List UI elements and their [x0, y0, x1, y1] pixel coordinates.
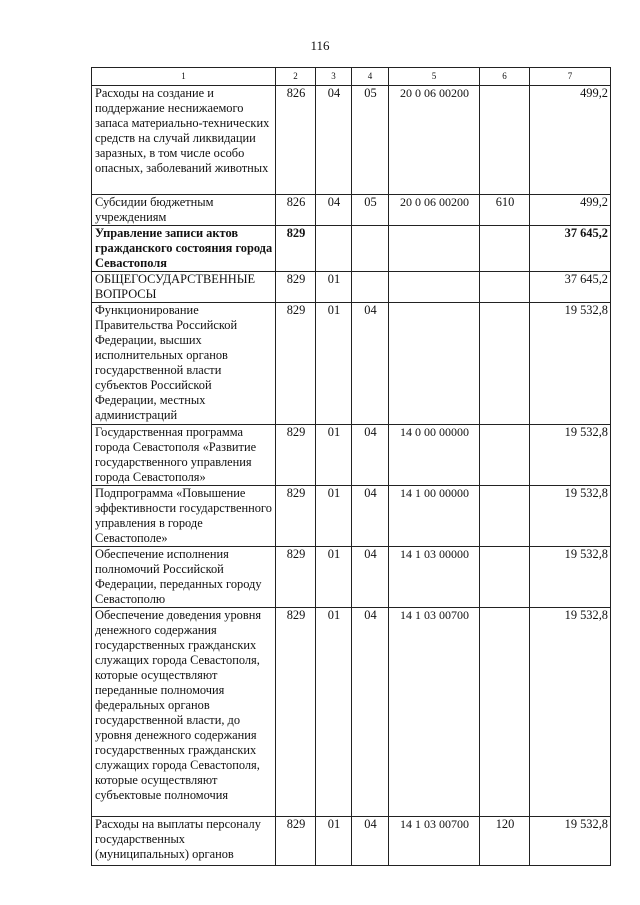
target-article-code-cell: 14 1 03 00700: [389, 608, 480, 817]
header-cell: 3: [316, 68, 352, 86]
expense-type-code-cell: [480, 486, 530, 547]
target-article-code-cell: 14 1 03 00000: [389, 547, 480, 608]
page-number: 116: [310, 38, 330, 53]
target-article-code-cell: 14 1 03 00700: [389, 817, 480, 866]
department-code-cell: 829: [276, 425, 316, 486]
section-code-cell: 04: [316, 86, 352, 195]
section-code-cell: 04: [316, 195, 352, 226]
table-row: [92, 272, 611, 303]
item-name-cell: Управление записи актов гражданского состояния города Севастополя: [92, 226, 276, 272]
amount-cell: 19 532,8: [530, 547, 611, 608]
item-name-cell: Субсидии бюджетным учреждениям: [92, 195, 276, 226]
amount-cell: 37 645,2: [530, 272, 611, 303]
item-name-cell: Функционирование Правительства Российской Федерации, высших исполнительных органов государственной власти субъектов Российской Федерации, местных администраций: [92, 303, 276, 425]
table-header-row: [92, 68, 611, 86]
table-row: [92, 226, 611, 272]
subsection-code-cell: [352, 226, 389, 272]
table-row: [92, 303, 611, 425]
expense-type-code-cell: [480, 86, 530, 195]
section-code-cell: 01: [316, 608, 352, 817]
item-name-cell: Обеспечение доведения уровня денежного содержания государственных гражданских служащих города Севастополя, которые осуществляют переданные полномочия федеральных органов государственной власти, до уровня денежного содержания государственных гражданских служащих города Севастополя, которые осуществляют субъектовые полномочия: [92, 608, 276, 817]
department-code-cell: 829: [276, 608, 316, 817]
target-article-code-cell: [389, 226, 480, 272]
budget-table: [91, 67, 611, 866]
amount-cell: 19 532,8: [530, 425, 611, 486]
target-article-code-cell: 14 0 00 00000: [389, 425, 480, 486]
header-cell: 7: [530, 68, 611, 86]
amount-cell: 19 532,8: [530, 608, 611, 817]
subsection-code-cell: 04: [352, 547, 389, 608]
amount-cell: 19 532,8: [530, 486, 611, 547]
item-name-cell: Обеспечение исполнения полномочий Российской Федерации, переданных городу Севастополю: [92, 547, 276, 608]
target-article-code-cell: [389, 272, 480, 303]
section-code-cell: 01: [316, 547, 352, 608]
header-cell: 4: [352, 68, 389, 86]
department-code-cell: 829: [276, 486, 316, 547]
department-code-cell: 829: [276, 303, 316, 425]
table-row: [92, 817, 611, 866]
expense-type-code-cell: [480, 272, 530, 303]
section-code-cell: 01: [316, 486, 352, 547]
subsection-code-cell: 04: [352, 608, 389, 817]
subsection-code-cell: 04: [352, 486, 389, 547]
subsection-code-cell: 04: [352, 817, 389, 866]
target-article-code-cell: [389, 303, 480, 425]
subsection-code-cell: 04: [352, 425, 389, 486]
subsection-code-cell: [352, 272, 389, 303]
subsection-code-cell: 04: [352, 303, 389, 425]
item-name-cell: Подпрограмма «Повышение эффективности государственного управления в городе Севастополе»: [92, 486, 276, 547]
amount-cell: 499,2: [530, 195, 611, 226]
header-cell: 2: [276, 68, 316, 86]
table-row: [92, 195, 611, 226]
item-name-cell: Расходы на выплаты персоналу государственных (муниципальных) органов: [92, 817, 276, 866]
department-code-cell: 829: [276, 226, 316, 272]
section-code-cell: 01: [316, 303, 352, 425]
table-row: [92, 486, 611, 547]
header-cell: 1: [92, 68, 276, 86]
expense-type-code-cell: [480, 547, 530, 608]
amount-cell: 19 532,8: [530, 817, 611, 866]
table-row: [92, 608, 611, 817]
department-code-cell: 829: [276, 547, 316, 608]
department-code-cell: 829: [276, 272, 316, 303]
section-code-cell: 01: [316, 425, 352, 486]
expense-type-code-cell: [480, 226, 530, 272]
expense-type-code-cell: [480, 425, 530, 486]
department-code-cell: 826: [276, 86, 316, 195]
item-name-cell: ОБЩЕГОСУДАРСТВЕННЫЕ ВОПРОСЫ: [92, 272, 276, 303]
table-body: [92, 68, 611, 866]
table-row: [92, 547, 611, 608]
expense-type-code-cell: [480, 608, 530, 817]
amount-cell: 499,2: [530, 86, 611, 195]
department-code-cell: 829: [276, 817, 316, 866]
target-article-code-cell: 14 1 00 00000: [389, 486, 480, 547]
header-cell: 5: [389, 68, 480, 86]
department-code-cell: 826: [276, 195, 316, 226]
subsection-code-cell: 05: [352, 86, 389, 195]
section-code-cell: [316, 226, 352, 272]
amount-cell: 37 645,2: [530, 226, 611, 272]
table-row: [92, 425, 611, 486]
target-article-code-cell: 20 0 06 00200: [389, 86, 480, 195]
amount-cell: 19 532,8: [530, 303, 611, 425]
header-cell: 6: [480, 68, 530, 86]
subsection-code-cell: 05: [352, 195, 389, 226]
expense-type-code-cell: 610: [480, 195, 530, 226]
item-name-cell: Государственная программа города Севастополя «Развитие государственного управления города Севастополя»: [92, 425, 276, 486]
target-article-code-cell: 20 0 06 00200: [389, 195, 480, 226]
item-name-cell: Расходы на создание и поддержание неснижаемого запаса материально-технических средств на случай ликвидации заразных, в том числе особо опасных, заболеваний животных: [92, 86, 276, 195]
expense-type-code-cell: 120: [480, 817, 530, 866]
section-code-cell: 01: [316, 817, 352, 866]
section-code-cell: 01: [316, 272, 352, 303]
table-row: [92, 86, 611, 195]
expense-type-code-cell: [480, 303, 530, 425]
